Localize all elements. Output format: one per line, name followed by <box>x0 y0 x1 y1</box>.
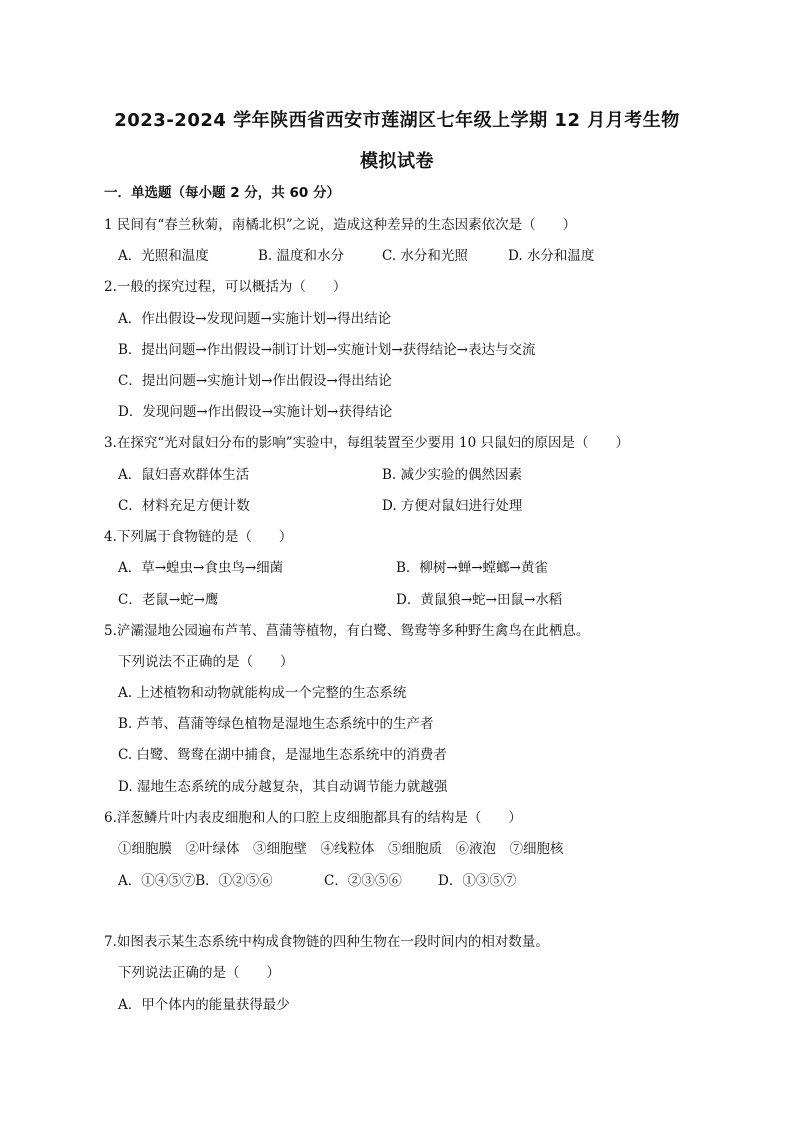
q3-option-c[interactable]: C．材料充足方便计数 <box>118 498 250 514</box>
q7-option-a[interactable]: A．甲个体内的能量获得最少 <box>118 997 290 1013</box>
q2-option-d[interactable]: D．发现问题→作出假设→实施计划→获得结论 <box>118 404 393 420</box>
q5-option-a[interactable]: A. 上述植物和动物就能构成一个完整的生态系统 <box>118 685 407 701</box>
q3-option-d[interactable]: D. 方便对鼠妇进行处理 <box>382 498 523 514</box>
q5-option-b[interactable]: B. 芦苇、菖蒲等绿色植物是湿地生态系统中的生产者 <box>118 716 434 732</box>
q3-option-a[interactable]: A．鼠妇喜欢群体生活 <box>118 467 250 483</box>
q2-option-b[interactable]: B．提出问题→作出假设→制订计划→实施计划→获得结论→表达与交流 <box>118 342 536 358</box>
q1-option-d[interactable]: D. 水分和温度 <box>508 248 595 264</box>
section-heading: 一．单选题（每小题 2 分，共 60 分） <box>104 185 340 201</box>
q1-option-b[interactable]: B. 温度和水分 <box>258 248 345 264</box>
q5-option-d[interactable]: D. 湿地生态系统的成分越复杂，其自动调节能力就越强 <box>118 779 448 795</box>
q6-option-d[interactable]: D．①③⑤⑦ <box>438 873 517 889</box>
page-title-line2: 模拟试卷 <box>360 151 434 172</box>
q4-option-c[interactable]: C．老鼠→蛇→鹰 <box>118 592 219 608</box>
question-6-structures: ①细胞膜 ②叶绿体 ③细胞壁 ④线粒体 ⑤细胞质 ⑥液泡 ⑦细胞核 <box>118 841 564 857</box>
question-1-stem: 1 民间有“春兰秋菊，南橘北枳”之说，造成这种差异的生态因素依次是（ ） <box>104 217 577 233</box>
question-3-stem: 3.在探究“光对鼠妇分布的影响”实验中，每组装置至少要用 10 只鼠妇的原因是（ ） <box>104 435 629 451</box>
q5-option-c[interactable]: C. 白鹭、鸳鸯在湖中捕食，是湿地生态系统中的消费者 <box>118 747 447 763</box>
question-5-stem-2: 下列说法不正确的是（ ） <box>118 654 294 670</box>
q1-option-c[interactable]: C. 水分和光照 <box>382 248 468 264</box>
q1-option-a[interactable]: A．光照和温度 <box>118 248 209 264</box>
question-5-stem: 5.浐灞湿地公园遍布芦苇、菖蒲等植物，有白鹭、鸳鸯等多种野生禽鸟在此栖息。 <box>104 623 590 639</box>
q4-option-b[interactable]: B．柳树→蝉→螳螂→黄雀 <box>396 560 548 576</box>
q6-option-c[interactable]: C．②③⑤⑥ <box>324 873 402 889</box>
question-7-stem-2: 下列说法正确的是（ ） <box>118 965 280 981</box>
question-6-stem: 6.洋葱鳞片叶内表皮细胞和人的口腔上皮细胞都具有的结构是（ ） <box>104 810 522 826</box>
page-title-line1: 2023-2024 学年陕西省西安市莲湖区七年级上学期 12 月月考生物 <box>114 110 680 131</box>
question-7-stem: 7.如图表示某生态系统中构成食物链的四种生物在一段时间内的相对数量。 <box>104 934 549 950</box>
q4-option-d[interactable]: D．黄鼠狼→蛇→田鼠→水稻 <box>396 592 563 608</box>
q4-option-a[interactable]: A．草→蝗虫→食虫鸟→细菌 <box>118 560 284 576</box>
q6-option-ab[interactable]: A．①④⑤⑦B．①②⑤⑥ <box>118 873 273 889</box>
question-2-stem: 2.一般的探究过程，可以概括为（ ） <box>104 279 347 295</box>
q3-option-b[interactable]: B. 减少实验的偶然因素 <box>382 467 523 483</box>
question-4-stem: 4.下列属于食物链的是（ ） <box>104 529 293 545</box>
q2-option-c[interactable]: C．提出问题→实施计划→作出假设→得出结论 <box>118 373 392 389</box>
q2-option-a[interactable]: A．作出假设→发现问题→实施计划→得出结论 <box>118 311 392 327</box>
